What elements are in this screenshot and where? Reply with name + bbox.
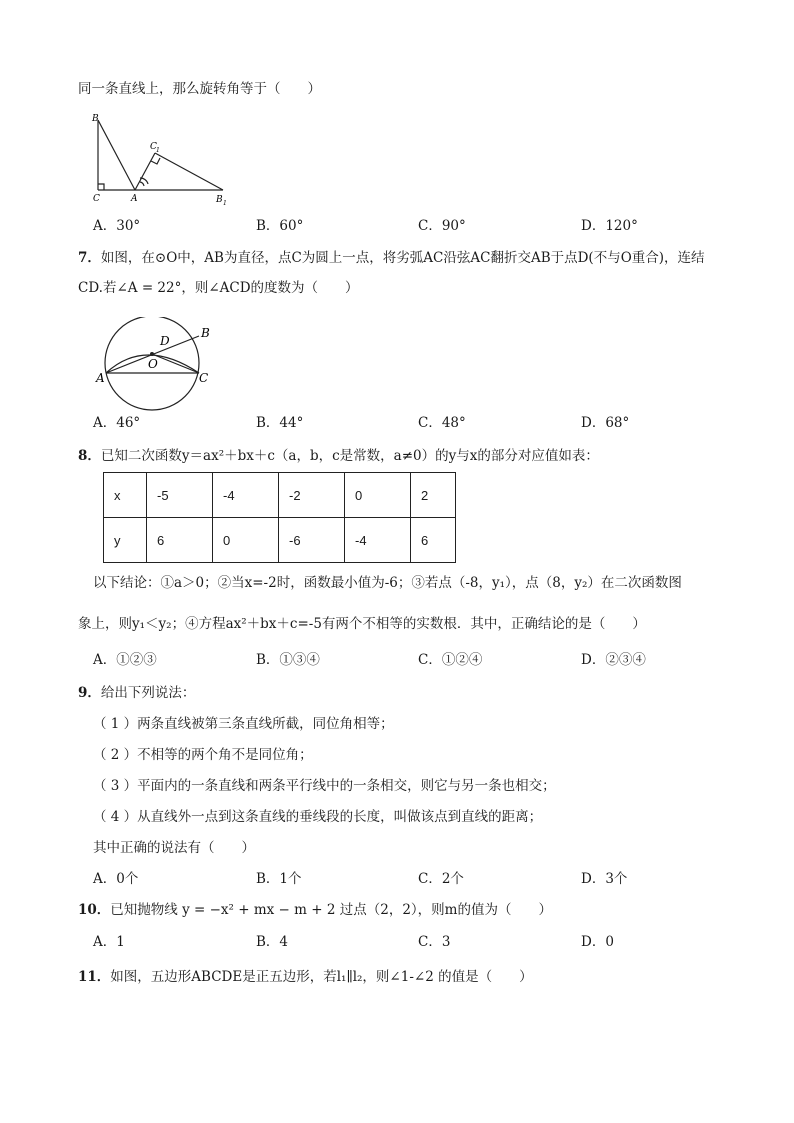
- table-cell: y: [104, 518, 147, 563]
- q7-option-b[interactable]: B．44°: [256, 415, 304, 431]
- q11-stem: 11．如图，五边形ABCDE是正五边形，若l₁∥l₂，则∠1-∠2 的值是（ ）: [78, 969, 533, 985]
- q9-option-b[interactable]: B．1个: [256, 871, 302, 887]
- label-c: C: [199, 371, 209, 385]
- label-b1-sub: 1: [223, 200, 227, 206]
- q9-option-a[interactable]: A．0个: [93, 871, 139, 887]
- q9-option-c[interactable]: C．2个: [418, 871, 464, 887]
- q8-option-b[interactable]: B．①③④: [256, 652, 320, 668]
- q6-option-a[interactable]: A．30°: [93, 218, 141, 234]
- q7-stem-line2: CD.若∠A = 22°，则∠ACD的度数为（ ）: [78, 280, 359, 296]
- q10-stem: 10．已知抛物线 y = −x² + mx − m + 2 过点（2，2），则m的值为（ ）: [78, 902, 552, 918]
- q9-option-d[interactable]: D．3个: [581, 871, 628, 887]
- table-cell: x: [104, 473, 147, 518]
- q7-option-d[interactable]: D．68°: [581, 415, 630, 431]
- q6-options: [93, 216, 733, 236]
- q6-stem-tail: 同一条直线上，那么旋转角等于（ ）: [78, 81, 321, 97]
- q8-option-d[interactable]: D．②③④: [581, 652, 646, 668]
- segment-dc: [152, 354, 199, 373]
- right-angle-mark-c: [98, 184, 104, 190]
- q9-number: 9．: [78, 685, 101, 701]
- label-c: C: [93, 194, 100, 204]
- q8-conclusions-line2: 象上，则y₁＜y₂；④方程ax²＋bx＋c=-5有两个不相等的实数根．其中，正确结论的是（ ）: [78, 616, 646, 632]
- q7-option-c[interactable]: C．48°: [418, 415, 466, 431]
- table-cell: -6: [279, 518, 345, 563]
- label-b: B: [201, 326, 210, 340]
- table-cell: 2: [411, 473, 456, 518]
- q10-number: 10．: [78, 902, 111, 918]
- q8-value-table: [103, 472, 456, 563]
- label-b1: B: [216, 195, 223, 205]
- q6-figure: [88, 112, 238, 206]
- q8-option-a[interactable]: A．①②③: [93, 652, 157, 668]
- table-cell: 0: [213, 518, 279, 563]
- q8-conclusions-line1: 以下结论：①a＞0；②当x=-2时，函数最小值为-6；③若点（-8，y₁），点（8，y₂）在二次函数图: [93, 575, 682, 591]
- q9-item-1: （ 1 ）两条直线被第三条直线所截，同位角相等；: [93, 716, 394, 732]
- label-a: A: [131, 194, 138, 204]
- table-cell: 0: [345, 473, 411, 518]
- q6-option-b[interactable]: B．60°: [256, 218, 304, 234]
- q10-option-b[interactable]: B．4: [256, 934, 289, 950]
- q9-options: [93, 869, 733, 889]
- table-row-x: [104, 473, 456, 518]
- q6-option-c[interactable]: C．90°: [418, 218, 466, 234]
- q8-options: [93, 650, 733, 670]
- q7-figure: [95, 317, 215, 411]
- label-d: D: [160, 334, 170, 348]
- segment-ba: [98, 120, 135, 190]
- q9-item-2: （ 2 ）不相等的两个角不是同位角；: [93, 747, 313, 763]
- rotation-arc-inner: [140, 182, 144, 186]
- point-o: [150, 352, 154, 356]
- label-c1-sub: 1: [156, 147, 160, 154]
- table-cell: -4: [345, 518, 411, 563]
- table-cell: 6: [147, 518, 213, 563]
- q9-item-3: （ 3 ）平面内的一条直线和两条平行线中的一条相交，则它与另一条也相交；: [93, 778, 556, 794]
- table-cell: -4: [213, 473, 279, 518]
- table-row-y: [104, 518, 456, 563]
- q8-option-c[interactable]: C．①②④: [418, 652, 483, 668]
- q10-options: [93, 932, 733, 952]
- q11-number: 11．: [78, 969, 111, 985]
- q6-option-d[interactable]: D．120°: [581, 218, 638, 234]
- segment-ac1: [135, 153, 155, 190]
- q10-option-a[interactable]: A．1: [93, 934, 125, 950]
- q9-stem: 9．给出下列说法：: [78, 685, 196, 701]
- q8-number: 8．: [78, 448, 101, 464]
- table-cell: -5: [147, 473, 213, 518]
- q8-stem: 8．已知二次函数y＝ax²＋bx＋c（a，b，c是常数，a≠0）的y与x的部分对应值如表：: [78, 448, 599, 464]
- q7-number: 7．: [78, 250, 101, 266]
- q7-option-a[interactable]: A．46°: [93, 415, 141, 431]
- q9-item-4: （ 4 ）从直线外一点到这条直线的垂线段的长度，叫做该点到直线的距离；: [93, 809, 543, 825]
- table-cell: 6: [411, 518, 456, 563]
- segment-c1b1: [155, 153, 223, 190]
- label-a: A: [96, 371, 105, 385]
- label-b: B: [92, 114, 99, 124]
- q10-option-c[interactable]: C．3: [418, 934, 451, 950]
- q7-stem-line1: 7．如图，在⊙O中，AB为直径，点C为圆上一点，将劣弧AC沿弦AC翻折交AB于点D(不与O重合)，连结: [78, 250, 705, 266]
- q9-question: 其中正确的说法有（ ）: [93, 840, 255, 856]
- label-c1: C: [150, 142, 157, 152]
- q7-options: [93, 413, 733, 433]
- q10-option-d[interactable]: D．0: [581, 934, 614, 950]
- table-cell: -2: [279, 473, 345, 518]
- label-o: O: [148, 357, 158, 371]
